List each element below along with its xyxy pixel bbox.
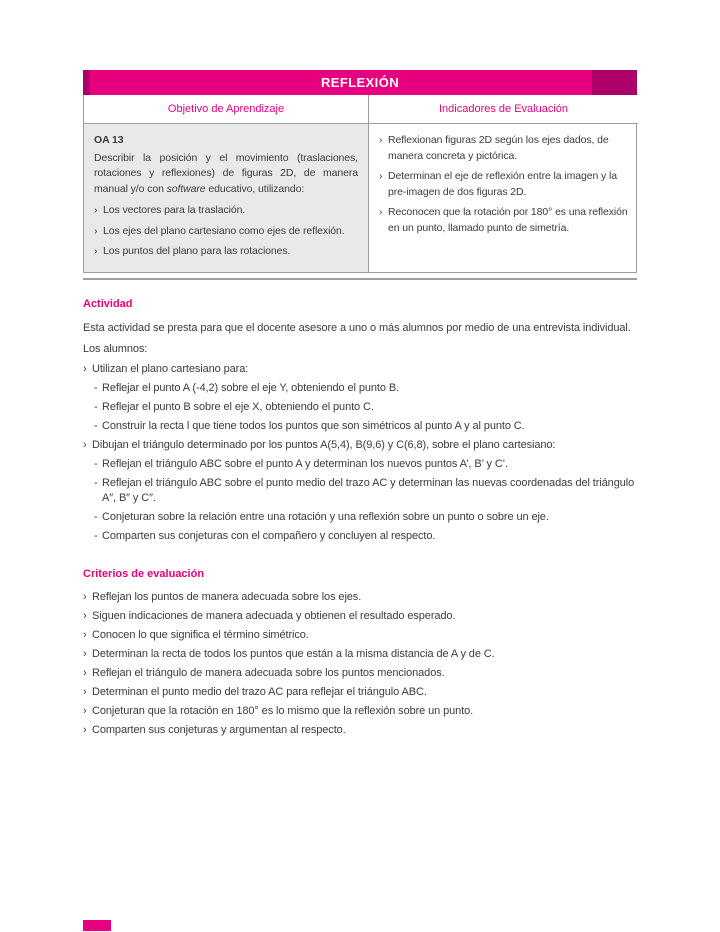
dash-marker: - [94, 457, 98, 470]
list-item-text: Utilizan el plano cartesiano para: [92, 362, 249, 375]
objective-code: OA 13 [94, 134, 124, 146]
list-item [83, 685, 637, 700]
list-item [83, 723, 637, 738]
dash-marker: - [94, 476, 98, 489]
list-item [83, 362, 637, 377]
bullet-marker: › [83, 647, 87, 660]
list-item-text: Construir la recta l que tiene todos los puntos que son simétricos al punto A y al punto C. [102, 419, 525, 432]
footer-corner-mark [83, 920, 111, 931]
horizontal-divider [83, 278, 637, 280]
activity-intro: Esta actividad se presta para que el docente asesore a uno o más alumnos por medio de una entrevista individual. [83, 321, 631, 334]
bullet-marker: › [83, 666, 87, 679]
objective-description-italic: software [166, 182, 206, 195]
list-item-text: Los ejes del plano cartesiano como ejes de reflexión. [103, 224, 345, 237]
list-item-text: Los vectores para la traslación. [103, 204, 246, 216]
bullet-marker: › [83, 438, 87, 451]
list-item-text: Siguen indicaciones de manera adecuada y obtienen el resultado esperado. [92, 609, 456, 622]
list-item-text: Determinan la recta de todos los puntos que están a la misma distancia de A y de C. [92, 647, 495, 660]
objective-cell [84, 124, 369, 272]
bullet-marker: › [83, 609, 87, 622]
criteria-list [83, 590, 637, 738]
list-item [379, 133, 628, 164]
list-item [83, 457, 637, 472]
list-item-text: Reflejan el triángulo de manera adecuada sobre los puntos mencionados. [92, 666, 445, 679]
activity-heading: Actividad [83, 297, 133, 310]
list-item [83, 529, 637, 544]
column-header-objective: Objetivo de Aprendizaje [84, 95, 369, 124]
bullet-marker: › [379, 206, 383, 218]
list-item [83, 400, 637, 415]
activity-list [83, 362, 637, 544]
list-item [83, 628, 637, 643]
bullet-marker: › [83, 362, 87, 375]
list-item [83, 704, 637, 719]
list-item [94, 203, 358, 219]
list-item-text: Comparten sus conjeturas con el compañero y concluyen al respecto. [102, 529, 436, 542]
list-item-text: Conjeturan que la rotación en 180° es lo mismo que la reflexión sobre un punto. [92, 704, 474, 717]
list-item [379, 169, 628, 200]
objective-bullet-list [94, 203, 358, 260]
list-item-text: Conocen lo que significa el término simétrico. [92, 628, 309, 641]
objective-description-end: educativo, utilizando: [205, 182, 305, 195]
objective-indicators-table [83, 95, 637, 273]
list-item-text: Comparten sus conjeturas y argumentan al respecto. [92, 723, 346, 736]
bullet-marker: › [94, 224, 98, 237]
list-item [83, 476, 637, 506]
bullet-marker: › [94, 245, 98, 257]
column-header-indicators: Indicadores de Evaluación [369, 95, 638, 124]
list-item [83, 438, 637, 453]
page-title: REFLEXIÓN [321, 75, 399, 90]
list-item-text: Reflejan el triángulo ABC sobre el punto A y determinan los nuevos puntos A’, B’ y C’. [102, 457, 508, 470]
bullet-marker: › [83, 704, 87, 717]
list-item-text: Reflejar el punto A (-4,2) sobre el eje Y, obteniendo el punto B. [102, 381, 400, 394]
list-item-text: Los puntos del plano para las rotaciones. [103, 245, 291, 257]
list-item [83, 419, 637, 434]
list-item-text: Determinan el punto medio del trazo AC para reflejar el triángulo ABC. [92, 685, 427, 698]
indicators-cell [369, 124, 638, 272]
list-item [83, 381, 637, 396]
dash-marker: - [94, 400, 98, 413]
list-item [83, 609, 637, 624]
list-item [83, 666, 637, 681]
dash-marker: - [94, 510, 98, 523]
list-item-text: Reflejan los puntos de manera adecuada sobre los ejes. [92, 590, 362, 603]
list-item [83, 510, 637, 525]
dash-marker: - [94, 381, 98, 394]
list-item-text: Reflejan el triángulo ABC sobre el punto medio del trazo AC y determinan las nuevas coordenadas del triángulo A″, B″ y C″. [102, 476, 635, 504]
bullet-marker: › [83, 685, 87, 698]
criteria-heading: Criterios de evaluación [83, 567, 205, 580]
list-item-text: Dibujan el triángulo determinado por los puntos A(5,4), B(9,6) y C(6,8), sobre el plano cartesiano: [92, 438, 556, 451]
bullet-marker: › [83, 590, 87, 603]
bullet-marker: › [83, 628, 87, 641]
list-item-text: Reconocen que la rotación por 180° es una reflexión en un punto, llamado punto de simetría. [388, 206, 628, 234]
indicators-bullet-list [379, 133, 628, 236]
document-content [83, 70, 637, 742]
title-bar [83, 70, 637, 95]
list-item-text: Conjeturan sobre la relación entre una rotación y una reflexión sobre un punto o sobre un eje. [102, 510, 549, 523]
list-item-text: Determinan el eje de reflexión entre la imagen y la pre-imagen de dos figuras 2D. [388, 170, 617, 198]
bullet-marker: › [83, 723, 87, 736]
list-item [379, 205, 628, 236]
dash-marker: - [94, 529, 98, 542]
activity-subintro: Los alumnos: [83, 342, 148, 355]
bullet-marker: › [379, 170, 383, 182]
objective-description [94, 151, 358, 198]
list-item [94, 224, 358, 240]
list-item [83, 590, 637, 605]
objective-description-start: Describir la posición y el movimiento (traslaciones, rotaciones y reflexiones) de figuras 2D, de manera manual y/o con [94, 151, 358, 195]
list-item [94, 244, 358, 260]
dash-marker: - [94, 419, 98, 432]
list-item [83, 647, 637, 662]
list-item-text: Reflexionan figuras 2D según los ejes dados, de manera concreta y pictórica. [388, 134, 609, 162]
bullet-marker: › [379, 134, 383, 146]
bullet-marker: › [94, 204, 98, 216]
list-item-text: Reflejar el punto B sobre el eje X, obteniendo el punto C. [102, 400, 374, 413]
